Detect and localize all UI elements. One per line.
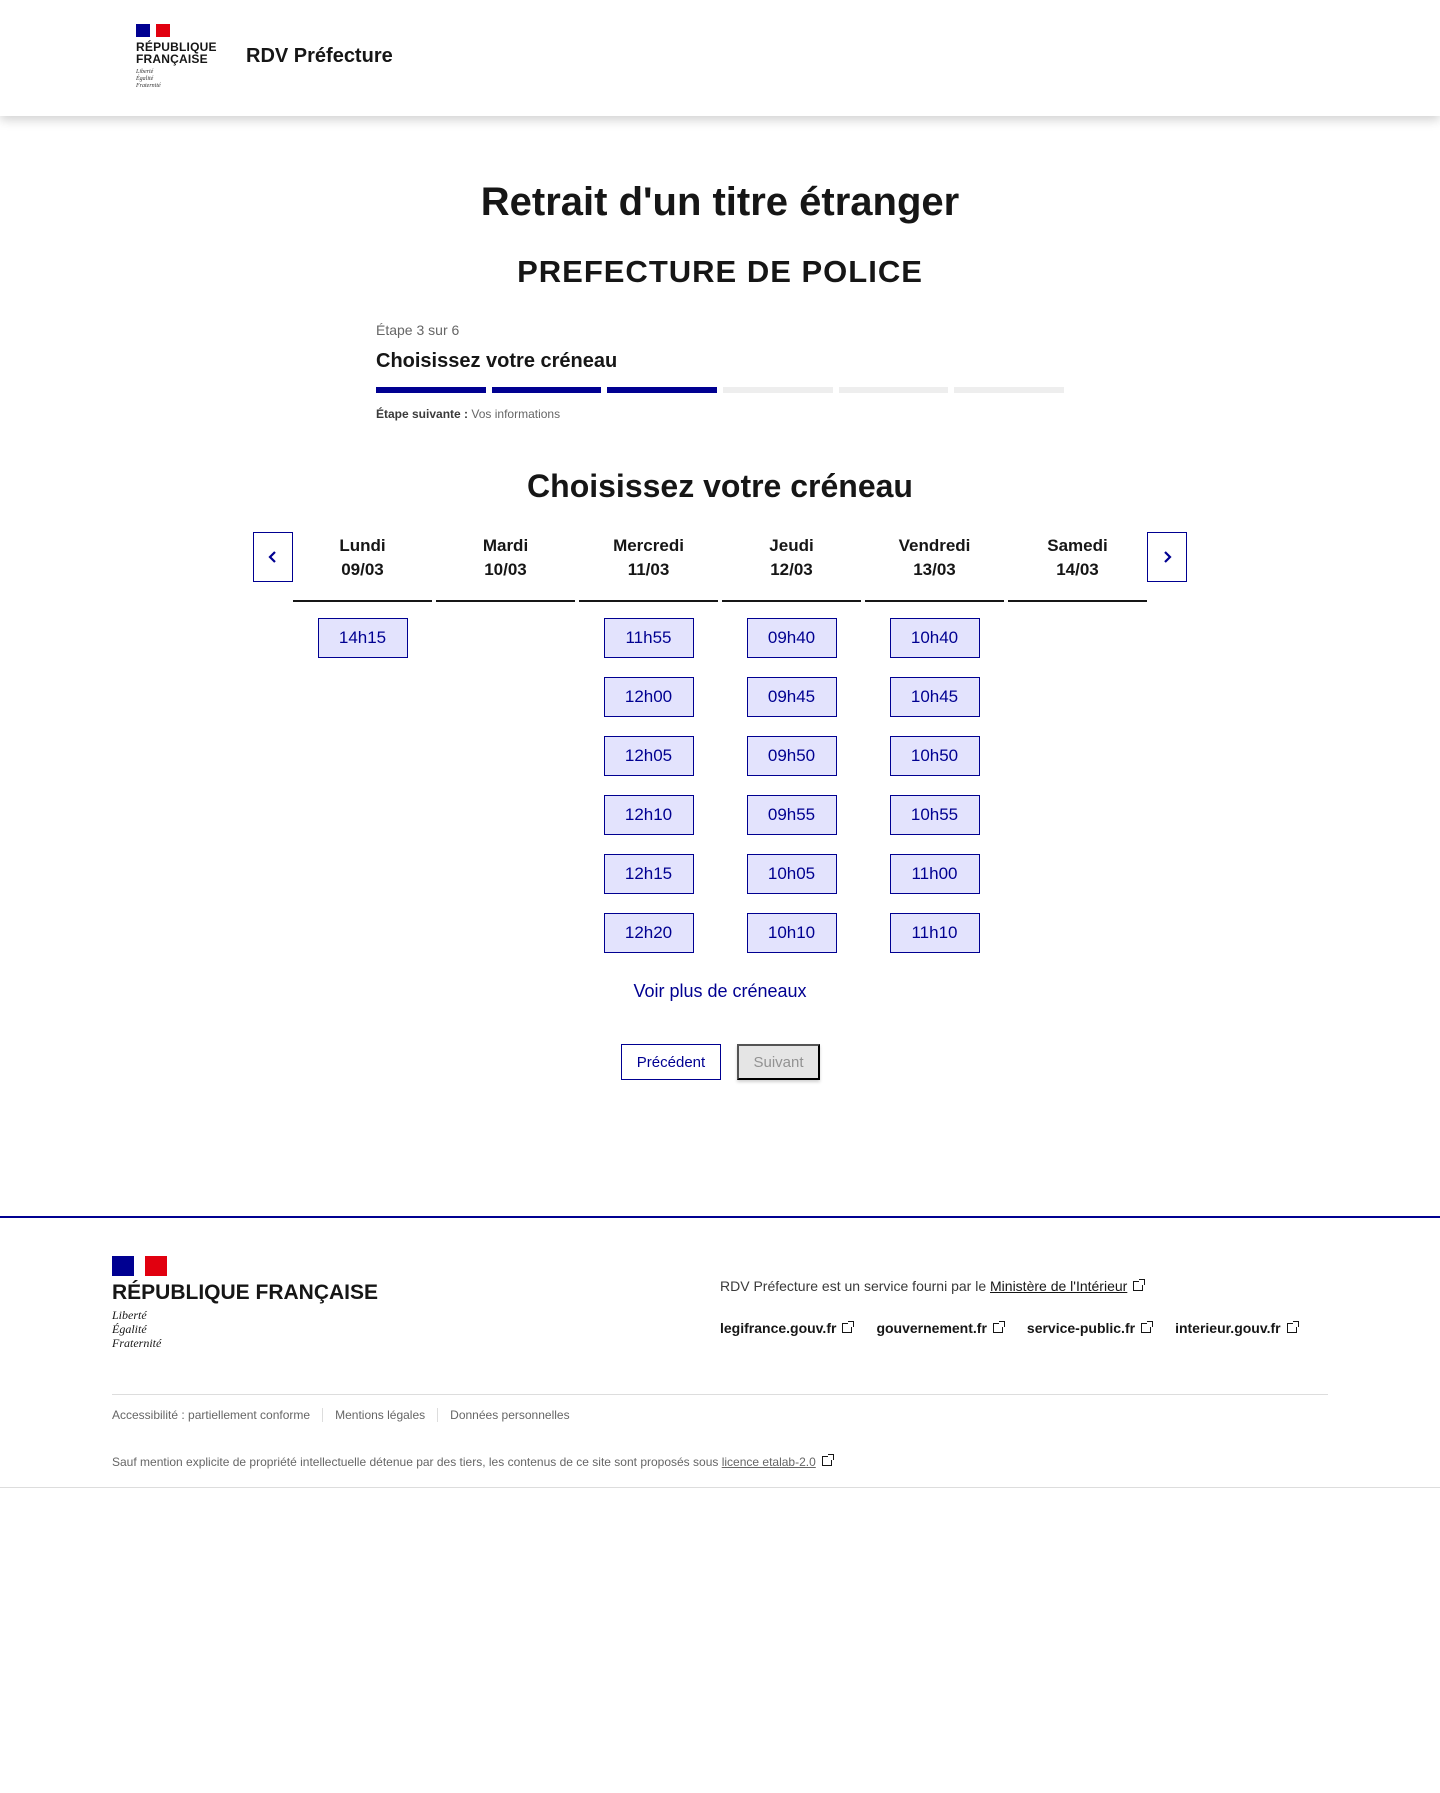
time-slot-button[interactable]: 10h10	[747, 913, 837, 953]
day-date: 14/03	[1056, 560, 1099, 579]
slot-list	[293, 602, 432, 658]
footer-bottom-link[interactable]: Données personnelles	[437, 1408, 581, 1422]
day-name: Lundi	[339, 536, 386, 555]
day-column	[579, 530, 718, 953]
chevron-left-icon	[267, 550, 279, 564]
header-logo-motto: Liberté Égalité Fraternité	[136, 69, 161, 89]
header-logo-text: RÉPUBLIQUE FRANÇAISE	[136, 40, 217, 66]
time-slot-button[interactable]: 09h55	[747, 795, 837, 835]
step-bar	[839, 387, 949, 393]
day-column	[436, 530, 575, 953]
footer-link[interactable]: legifrance.gouv.fr	[720, 1320, 852, 1336]
time-slot-button[interactable]: 10h55	[890, 795, 980, 835]
step-next-label: Étape suivante :	[376, 407, 469, 421]
step-bar	[492, 387, 602, 393]
stepper	[376, 322, 1064, 421]
step-bar	[954, 387, 1064, 393]
day-name: Mercredi	[613, 536, 684, 555]
time-slot-button[interactable]: 11h55	[604, 618, 694, 658]
step-next-value: Vos informations	[471, 407, 561, 421]
day-header	[865, 530, 1004, 602]
time-slot-button[interactable]: 10h50	[890, 736, 980, 776]
time-slot-button[interactable]: 11h10	[890, 913, 980, 953]
page-subtitle: PREFECTURE DE POLICE	[517, 254, 923, 289]
previous-button[interactable]: Précédent	[621, 1044, 721, 1080]
license-link[interactable]: licence etalab-2.0	[721, 1455, 816, 1469]
time-slot-button[interactable]: 09h45	[747, 677, 837, 717]
external-link-icon	[1141, 1323, 1151, 1333]
step-next	[376, 407, 1064, 421]
chevron-right-icon	[1161, 550, 1173, 564]
day-header	[436, 530, 575, 602]
external-link-icon	[993, 1323, 1003, 1333]
step-title: Choisissez votre créneau	[376, 350, 618, 372]
time-slot-button[interactable]: 14h15	[318, 618, 408, 658]
slot-list	[1008, 602, 1147, 618]
day-name: Jeudi	[769, 536, 814, 555]
time-slot-button[interactable]: 10h40	[890, 618, 980, 658]
footer-link[interactable]: gouvernement.fr	[876, 1320, 1002, 1336]
external-link-icon	[842, 1323, 852, 1333]
time-slot-button[interactable]: 12h10	[604, 795, 694, 835]
day-name: Mardi	[482, 536, 529, 555]
more-slots-link[interactable]: Voir plus de créneaux	[633, 981, 807, 1001]
external-link-icon	[822, 1456, 832, 1466]
time-slot-button[interactable]: 09h50	[747, 736, 837, 776]
section-title: Choisissez votre créneau	[527, 468, 913, 504]
footer-bottom-links	[112, 1408, 582, 1422]
marianne-flag-icon	[136, 24, 170, 37]
day-date: 11/03	[627, 560, 670, 579]
footer-link[interactable]: service-public.fr	[1027, 1320, 1151, 1336]
day-name: Vendredi	[898, 536, 971, 555]
step-bar	[607, 387, 717, 393]
time-slot-button[interactable]: 10h45	[890, 677, 980, 717]
footer-logo-text: RÉPUBLIQUE FRANÇAISE	[112, 1281, 379, 1304]
day-date: 10/03	[484, 560, 527, 579]
time-slot-button[interactable]: 12h15	[604, 854, 694, 894]
time-slot-button[interactable]: 11h00	[890, 854, 980, 894]
footer-separator	[112, 1394, 1328, 1395]
footer-license: Sauf mention explicite de propriété intellectuelle détenue par des tiers, les contenus de ce site sont proposés sous licence etalab-2.0	[112, 1455, 832, 1469]
slot-list	[722, 602, 861, 953]
footer-links	[720, 1320, 1297, 1336]
day-column	[293, 530, 432, 953]
ministry-link[interactable]: Ministère de l'Intérieur	[990, 1278, 1143, 1294]
day-date: 13/03	[913, 560, 956, 579]
header-logo[interactable]	[136, 24, 226, 90]
day-header	[579, 530, 718, 602]
next-week-button[interactable]	[1147, 532, 1187, 582]
marianne-flag-icon	[112, 1256, 167, 1276]
footer-bottom-link[interactable]: Accessibilité : partiellement conforme	[112, 1408, 311, 1422]
page-title: Retrait d'un titre étranger	[480, 180, 960, 224]
day-column	[1008, 530, 1147, 953]
footer-link[interactable]: interieur.gouv.fr	[1175, 1320, 1297, 1336]
day-header	[722, 530, 861, 602]
service-name-link[interactable]: RDV Préfecture	[246, 45, 393, 67]
external-link-icon	[1287, 1323, 1297, 1333]
slot-list	[436, 602, 575, 618]
time-slot-button[interactable]: 09h40	[747, 618, 837, 658]
prev-week-button[interactable]	[253, 532, 293, 582]
footer-end-border	[0, 1487, 1440, 1488]
time-slot-button[interactable]: 12h00	[604, 677, 694, 717]
day-column	[722, 530, 861, 953]
day-column	[865, 530, 1004, 953]
footer-bottom-link[interactable]: Mentions légales	[322, 1408, 437, 1422]
external-link-icon	[1133, 1281, 1143, 1291]
footer-logo-motto: Liberté Égalité Fraternité	[112, 1308, 162, 1350]
slot-list	[579, 602, 718, 953]
day-header	[293, 530, 432, 602]
next-button[interactable]: Suivant	[737, 1044, 820, 1080]
time-slot-button[interactable]: 12h05	[604, 736, 694, 776]
footer-logo[interactable]	[112, 1256, 378, 1350]
day-header	[1008, 530, 1147, 602]
day-date: 09/03	[341, 560, 384, 579]
time-slot-button[interactable]: 10h05	[747, 854, 837, 894]
step-bar	[376, 387, 486, 393]
step-progress-bars	[376, 387, 1064, 393]
day-name: Samedi	[1047, 536, 1108, 555]
calendar-days	[293, 530, 1147, 953]
footer-top-border	[0, 1216, 1440, 1218]
footer-description: RDV Préfecture est un service fourni par le Ministère de l'Intérieur	[720, 1278, 1143, 1294]
site-header	[0, 0, 1440, 116]
step-count: Étape 3 sur 6	[376, 322, 460, 338]
slot-list	[865, 602, 1004, 953]
day-date: 12/03	[770, 560, 813, 579]
step-bar	[723, 387, 833, 393]
time-slot-button[interactable]: 12h20	[604, 913, 694, 953]
